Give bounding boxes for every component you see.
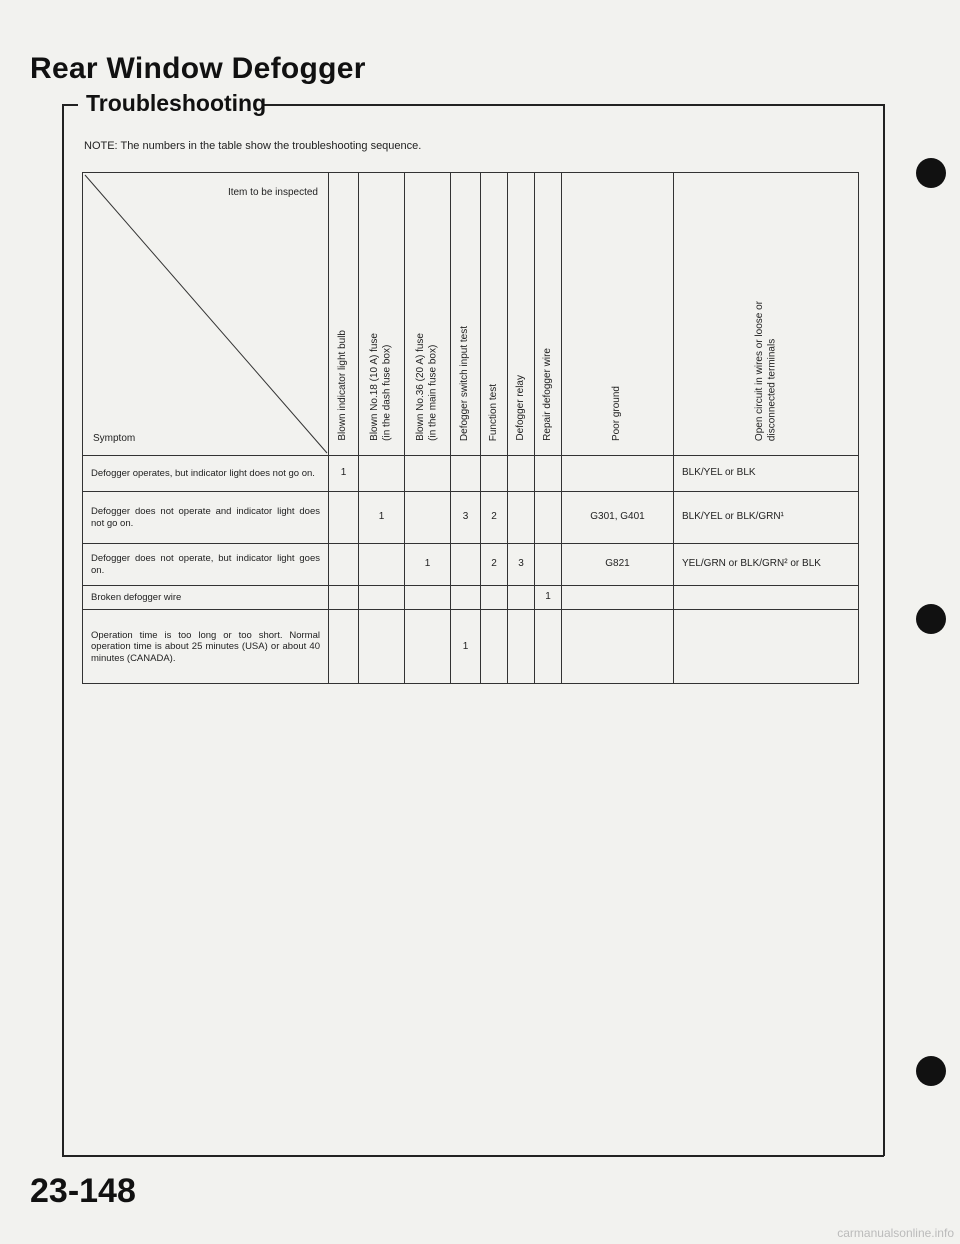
sequence-cell: 2	[481, 492, 508, 544]
column-header-label: Repair defogger wire	[541, 348, 553, 441]
column-header	[451, 173, 481, 456]
diagonal-line	[83, 173, 329, 455]
sequence-cell	[535, 610, 562, 684]
column-header	[535, 173, 562, 456]
sequence-cell	[535, 544, 562, 586]
section-subtitle: Troubleshooting	[86, 90, 267, 116]
wires-cell: YEL/GRN or BLK/GRN² or BLK	[674, 544, 859, 586]
page-title: Rear Window Defogger	[30, 52, 366, 85]
column-header	[481, 173, 508, 456]
sequence-cell	[405, 456, 451, 492]
ground-cell: G301, G401	[562, 492, 674, 544]
column-header-label: Blown No.36 (20 A) fuse (in the main fuse box)	[415, 333, 439, 441]
column-header-label: Function test	[487, 383, 499, 441]
sequence-cell	[405, 610, 451, 684]
table-row	[83, 586, 859, 610]
sequence-cell	[329, 586, 359, 610]
column-header	[329, 173, 359, 456]
sequence-cell	[359, 456, 405, 492]
sequence-cell	[508, 586, 535, 610]
symptom-cell: Broken defogger wire	[83, 586, 329, 610]
column-header-label: Defogger switch input test	[459, 325, 471, 441]
page-number: 23-148	[30, 1172, 136, 1210]
column-header-label: Blown indicator light bulb	[337, 330, 349, 441]
sequence-cell: 1	[535, 586, 562, 610]
wires-cell	[674, 586, 859, 610]
binding-hole-icon	[916, 604, 946, 634]
symptom-cell: Operation time is too long or too short. Normal operation time is about 25 minutes (USA) or about 40 minutes (CANADA).	[83, 610, 329, 684]
sequence-cell	[451, 456, 481, 492]
sequence-cell	[508, 456, 535, 492]
sequence-cell: 1	[329, 456, 359, 492]
sequence-cell: 3	[451, 492, 481, 544]
table-row	[83, 544, 859, 586]
table-row	[83, 492, 859, 544]
column-header-label: Defogger relay	[514, 375, 526, 441]
sequence-cell	[359, 586, 405, 610]
wires-cell: BLK/YEL or BLK/GRN¹	[674, 492, 859, 544]
sequence-cell	[481, 586, 508, 610]
sequence-cell: 1	[451, 610, 481, 684]
frame-line	[264, 104, 884, 106]
symptom-cell: Defogger does not operate and indicator light does not go on.	[83, 492, 329, 544]
frame-line	[62, 104, 64, 1156]
sequence-cell	[451, 586, 481, 610]
column-header	[359, 173, 405, 456]
item-header-label: Item to be inspected	[227, 187, 318, 198]
sequence-cell	[329, 544, 359, 586]
sequence-cell	[329, 492, 359, 544]
binding-hole-icon	[916, 158, 946, 188]
ground-cell	[562, 610, 674, 684]
sequence-cell	[481, 456, 508, 492]
ground-cell	[562, 456, 674, 492]
sequence-cell: 3	[508, 544, 535, 586]
sequence-cell	[535, 492, 562, 544]
column-header	[508, 173, 535, 456]
table-row	[83, 610, 859, 684]
sequence-cell	[481, 610, 508, 684]
sequence-cell: 1	[405, 544, 451, 586]
ground-cell	[562, 586, 674, 610]
ground-cell: G821	[562, 544, 674, 586]
symptom-cell: Defogger does not operate, but indicator light goes on.	[83, 544, 329, 586]
sequence-cell	[535, 456, 562, 492]
sequence-cell	[359, 610, 405, 684]
column-header	[405, 173, 451, 456]
wires-cell	[674, 610, 859, 684]
sequence-cell	[451, 544, 481, 586]
column-header-label: Poor ground	[611, 385, 623, 441]
frame-line	[62, 1155, 884, 1157]
column-header-label: Blown No.18 (10 A) fuse (in the dash fuse box)	[369, 333, 393, 441]
sequence-cell: 2	[481, 544, 508, 586]
symptom-cell: Defogger operates, but indicator light does not go on.	[83, 456, 329, 492]
frame-line	[62, 104, 78, 106]
troubleshooting-table	[82, 172, 859, 684]
column-header	[562, 173, 674, 456]
table-corner-cell	[83, 173, 329, 456]
binding-hole-icon	[916, 1056, 946, 1086]
table-row	[83, 456, 859, 492]
sequence-cell	[508, 492, 535, 544]
wires-cell: BLK/YEL or BLK	[674, 456, 859, 492]
sequence-cell	[329, 610, 359, 684]
column-header-label: Open circuit in wires or loose or disconnected terminals	[753, 300, 777, 441]
sequence-cell	[405, 492, 451, 544]
sequence-cell	[359, 544, 405, 586]
sequence-cell	[405, 586, 451, 610]
column-header	[674, 173, 859, 456]
table-header-row	[83, 173, 859, 456]
watermark-text: carmanualsonline.info	[837, 1226, 954, 1240]
symptom-header-label: Symptom	[93, 432, 136, 444]
sequence-cell: 1	[359, 492, 405, 544]
sequence-cell	[508, 610, 535, 684]
troubleshooting-note: NOTE: The numbers in the table show the troubleshooting sequence.	[84, 140, 422, 152]
frame-line	[883, 104, 885, 1156]
